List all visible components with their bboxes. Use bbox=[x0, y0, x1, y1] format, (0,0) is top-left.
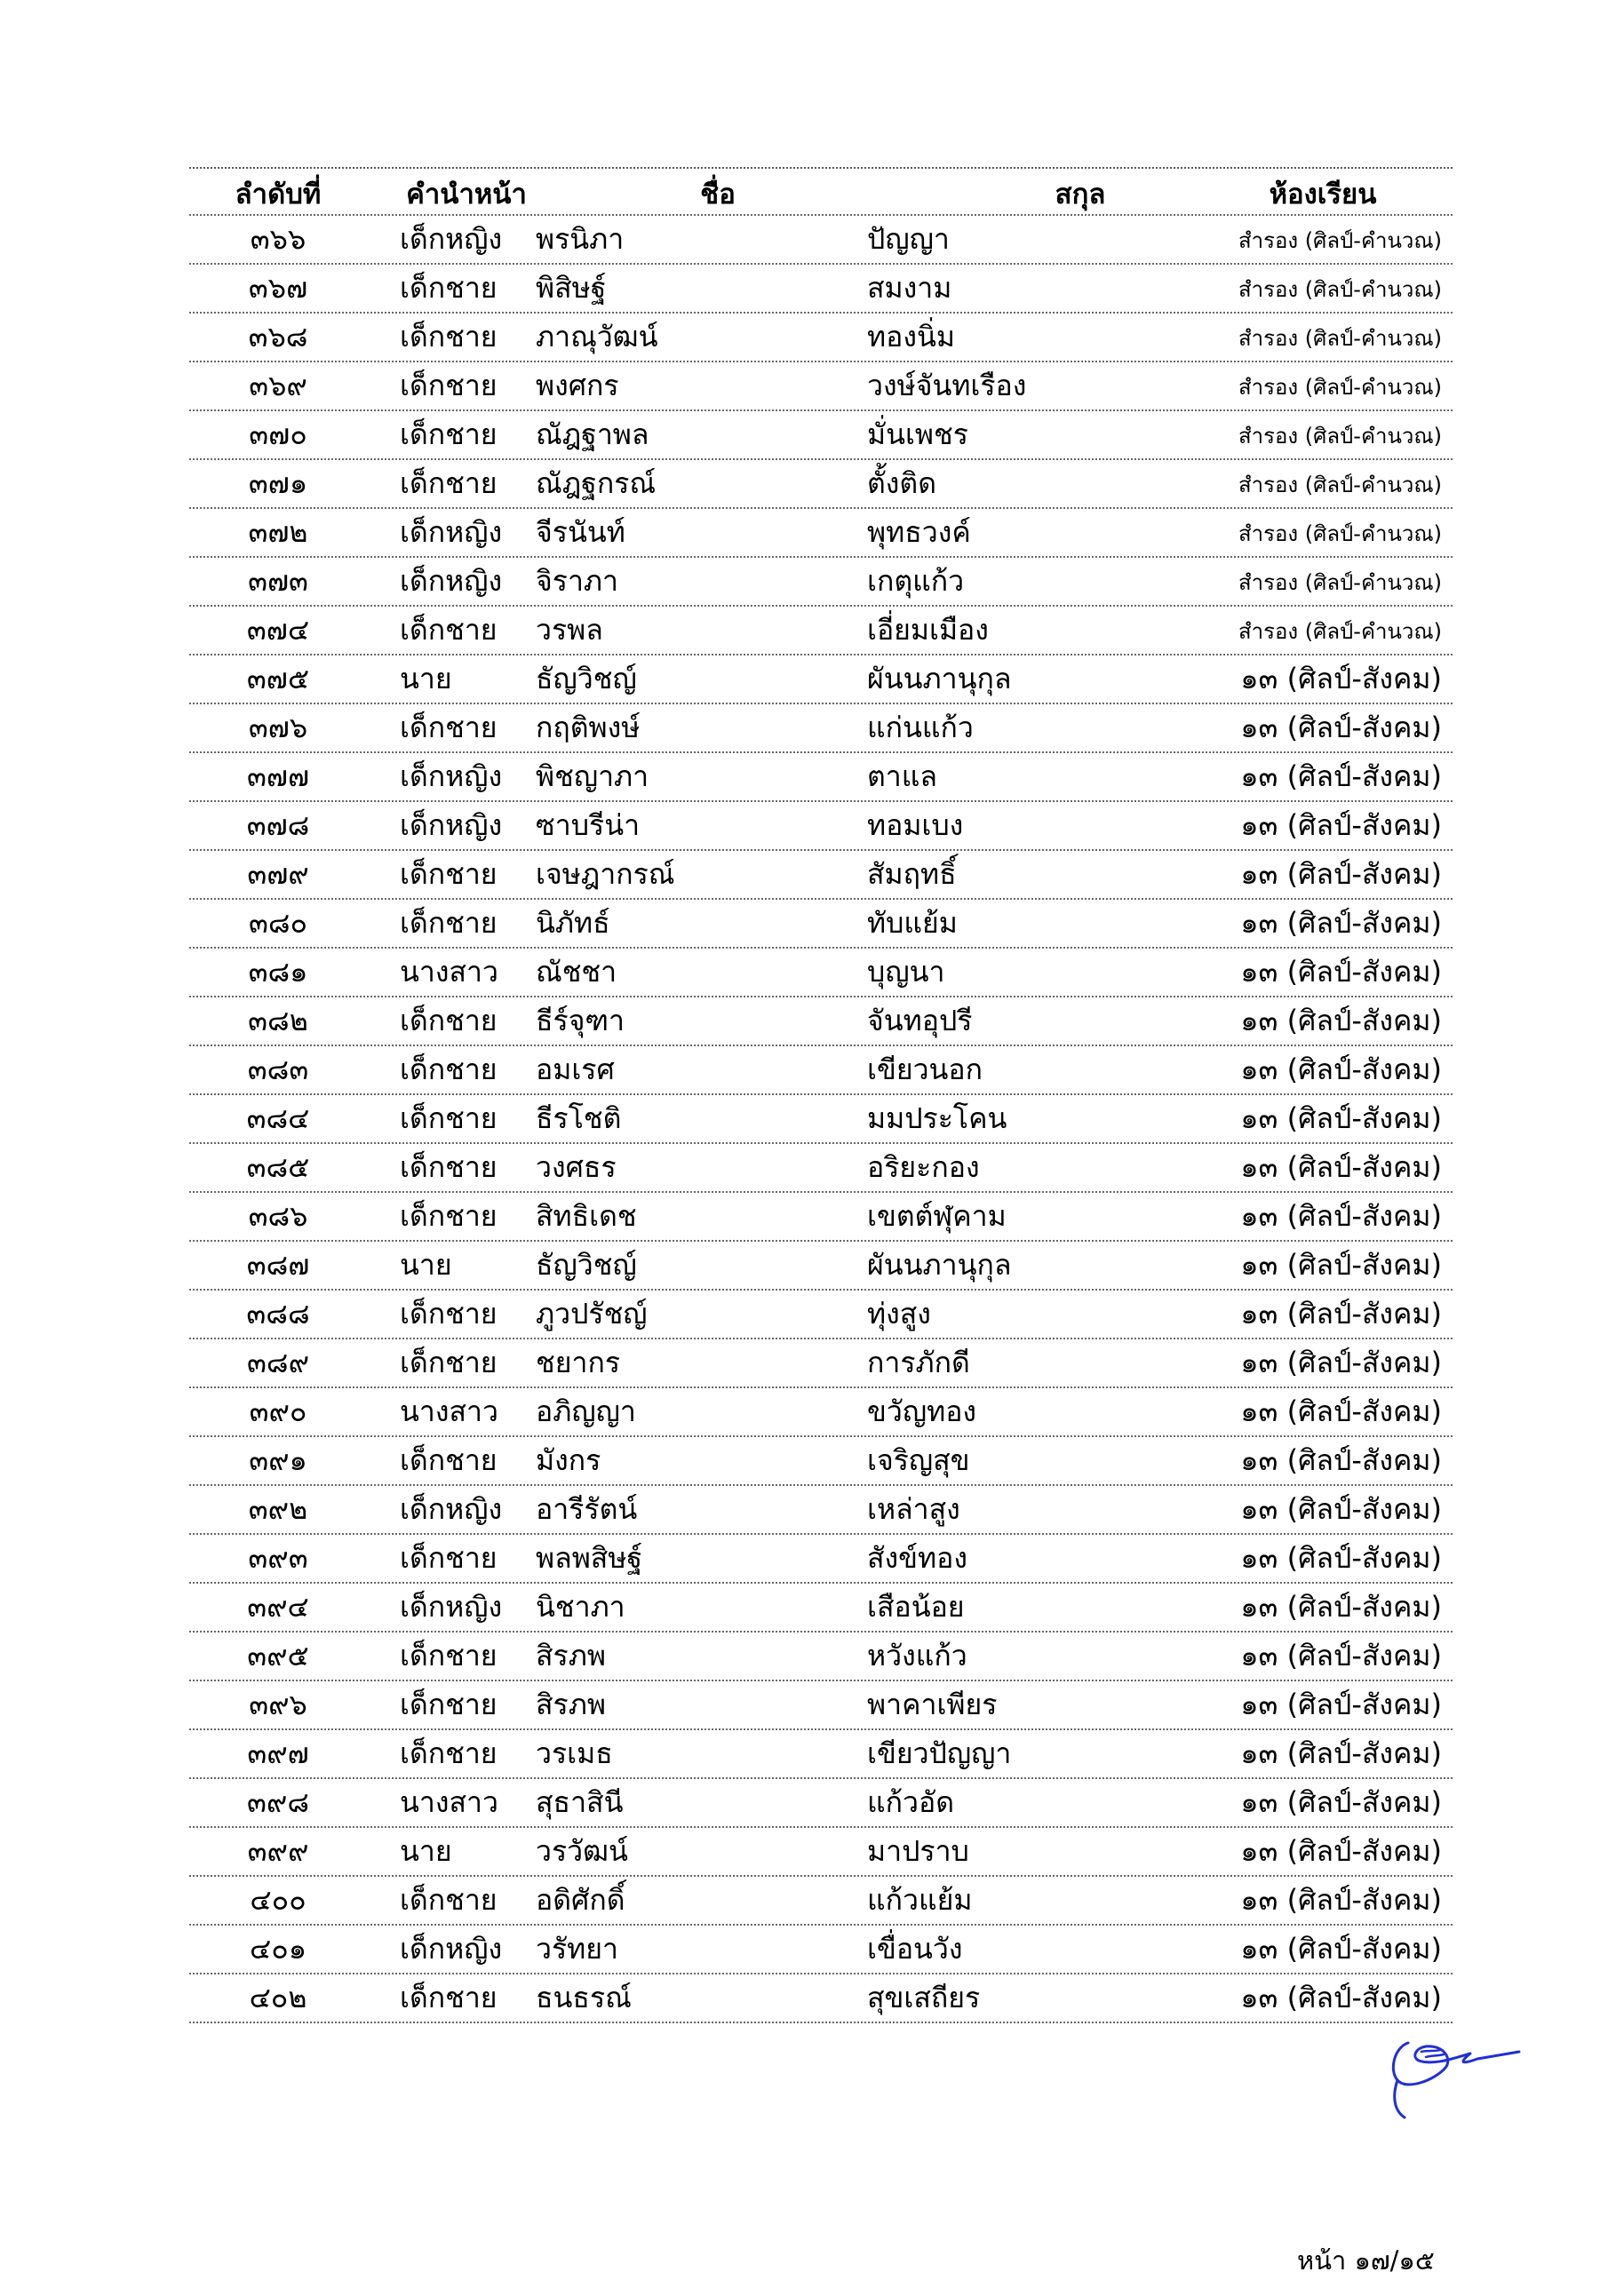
row-last-name: เอี่ยมเมือง bbox=[867, 613, 989, 647]
table-row bbox=[189, 362, 1453, 411]
row-prefix: เด็กชาย bbox=[400, 1981, 498, 2014]
row-classroom: ๑๓ (ศิลป์-สังคม) bbox=[1240, 955, 1442, 989]
row-number: ๓๙๗ bbox=[247, 1736, 309, 1770]
row-prefix: นางสาว bbox=[400, 1785, 498, 1819]
row-number: ๔๐๒ bbox=[249, 1981, 307, 2014]
row-first-name: ณัชชา bbox=[536, 955, 617, 989]
row-number: ๓๙๒ bbox=[248, 1492, 308, 1526]
row-last-name: ทอมเบง bbox=[867, 808, 964, 842]
table-row bbox=[189, 1584, 1453, 1633]
row-prefix: เด็กชาย bbox=[400, 369, 498, 402]
table-row bbox=[189, 1779, 1453, 1828]
row-last-name: เขตต์ฬุคาม bbox=[867, 1199, 1007, 1233]
row-first-name: นิชาภา bbox=[536, 1590, 625, 1624]
row-prefix: เด็กชาย bbox=[400, 1101, 498, 1135]
row-classroom: ๑๓ (ศิลป์-สังคม) bbox=[1240, 1981, 1442, 2014]
row-prefix: เด็กชาย bbox=[400, 1541, 498, 1575]
row-classroom: สำรอง (ศิลป์-คำนวณ) bbox=[1238, 228, 1442, 253]
table-row bbox=[189, 1339, 1453, 1388]
table-body bbox=[189, 216, 1453, 2023]
row-last-name: พุทธวงค์ bbox=[867, 515, 971, 549]
table-row bbox=[189, 1095, 1453, 1144]
row-first-name: วรเมธ bbox=[536, 1736, 613, 1770]
header-classroom: ห้องเรียน bbox=[1269, 178, 1377, 211]
row-number: ๓๘๒ bbox=[248, 1004, 308, 1037]
row-number: ๓๙๖ bbox=[249, 1688, 307, 1721]
row-first-name: ณัฎฐาพล bbox=[536, 417, 649, 451]
row-first-name: พิสิษฐ์ bbox=[536, 271, 607, 305]
row-classroom: ๑๓ (ศิลป์-สังคม) bbox=[1240, 1688, 1442, 1721]
row-last-name: แก่นแก้ว bbox=[867, 711, 974, 744]
row-last-name: ทับแย้ม bbox=[867, 906, 958, 940]
row-prefix: เด็กชาย bbox=[400, 417, 498, 451]
row-prefix: นางสาว bbox=[400, 1394, 498, 1428]
row-first-name: กฤติพงษ์ bbox=[536, 711, 641, 744]
row-prefix: เด็กชาย bbox=[400, 1883, 498, 1917]
row-number: ๓๙๘ bbox=[247, 1785, 309, 1819]
row-prefix: เด็กชาย bbox=[400, 1004, 498, 1037]
row-classroom: ๑๓ (ศิลป์-สังคม) bbox=[1240, 1004, 1442, 1037]
table-row bbox=[189, 1535, 1453, 1584]
row-last-name: ตั้งติด bbox=[867, 466, 936, 500]
row-last-name: บุญนา bbox=[867, 955, 945, 989]
row-classroom: ๑๓ (ศิลป์-สังคม) bbox=[1240, 1199, 1442, 1233]
row-first-name: พลพสิษฐ์ bbox=[536, 1541, 643, 1575]
table-row bbox=[189, 558, 1453, 607]
table-row bbox=[189, 1828, 1453, 1877]
table-row bbox=[189, 314, 1453, 362]
row-first-name: วรัทยา bbox=[536, 1932, 618, 1966]
row-classroom: ๑๓ (ศิลป์-สังคม) bbox=[1240, 1394, 1442, 1428]
row-last-name: เขียวนอก bbox=[867, 1053, 983, 1086]
row-first-name: สิทธิเดช bbox=[536, 1199, 637, 1233]
row-number: ๓๖๙ bbox=[249, 369, 307, 402]
table-row bbox=[189, 1242, 1453, 1291]
row-last-name: เขื่อนวัง bbox=[867, 1932, 963, 1966]
row-number: ๓๙๔ bbox=[247, 1590, 309, 1624]
row-number: ๔๐๑ bbox=[249, 1932, 307, 1966]
row-last-name: เสือน้อย bbox=[867, 1590, 965, 1624]
row-first-name: ธัญวิชญ์ bbox=[536, 1248, 637, 1282]
row-prefix: เด็กชาย bbox=[400, 1297, 498, 1331]
row-classroom: ๑๓ (ศิลป์-สังคม) bbox=[1240, 662, 1442, 695]
signature-mark bbox=[1373, 2025, 1532, 2123]
row-classroom: ๑๓ (ศิลป์-สังคม) bbox=[1240, 1150, 1442, 1184]
table-row bbox=[189, 900, 1453, 949]
row-first-name: ภาณุวัฒน์ bbox=[536, 320, 658, 354]
row-first-name: มังกร bbox=[536, 1443, 601, 1477]
table-row bbox=[189, 411, 1453, 460]
row-prefix: เด็กหญิง bbox=[400, 1590, 503, 1624]
table-row bbox=[189, 1486, 1453, 1535]
row-classroom: ๑๓ (ศิลป์-สังคม) bbox=[1240, 1785, 1442, 1819]
row-last-name: จันทอุปรี bbox=[867, 1004, 973, 1037]
table-header-row bbox=[189, 169, 1453, 216]
row-classroom: สำรอง (ศิลป์-คำนวณ) bbox=[1238, 277, 1442, 302]
table-row bbox=[189, 997, 1453, 1046]
row-prefix: เด็กชาย bbox=[400, 1199, 498, 1233]
row-first-name: ธัญวิชญ์ bbox=[536, 662, 637, 695]
row-classroom: ๑๓ (ศิลป์-สังคม) bbox=[1240, 1297, 1442, 1331]
row-first-name: ธนธรณ์ bbox=[536, 1981, 632, 2014]
table-row bbox=[189, 802, 1453, 851]
student-list-table bbox=[189, 167, 1453, 2023]
row-first-name: วรวัฒน์ bbox=[536, 1834, 628, 1868]
table-row bbox=[189, 1926, 1453, 1974]
row-classroom: ๑๓ (ศิลป์-สังคม) bbox=[1240, 1932, 1442, 1966]
row-classroom: ๑๓ (ศิลป์-สังคม) bbox=[1240, 759, 1442, 793]
row-last-name: ทุ่งสูง bbox=[867, 1297, 931, 1331]
row-last-name: ผันนภานุกุล bbox=[867, 662, 1012, 695]
table-row bbox=[189, 460, 1453, 509]
row-prefix: เด็กชาย bbox=[400, 1053, 498, 1086]
row-prefix: เด็กชาย bbox=[400, 1346, 498, 1379]
row-last-name: ทองนิ่ม bbox=[867, 320, 955, 354]
row-last-name: สังข์ทอง bbox=[867, 1541, 967, 1575]
row-last-name: พาคาเพียร bbox=[867, 1688, 998, 1721]
row-prefix: เด็กหญิง bbox=[400, 564, 503, 598]
row-last-name: อริยะกอง bbox=[867, 1150, 980, 1184]
row-number: ๓๙๕ bbox=[247, 1639, 309, 1672]
row-number: ๓๗๒ bbox=[248, 515, 308, 549]
row-last-name: หวังแก้ว bbox=[867, 1639, 967, 1672]
row-last-name: เหล่าสูง bbox=[867, 1492, 960, 1526]
row-first-name: วรพล bbox=[536, 613, 603, 647]
row-classroom: สำรอง (ศิลป์-คำนวณ) bbox=[1238, 375, 1442, 400]
row-classroom: ๑๓ (ศิลป์-สังคม) bbox=[1240, 1883, 1442, 1917]
row-first-name: อภิญญา bbox=[536, 1394, 636, 1428]
table-row bbox=[189, 1144, 1453, 1193]
row-number: ๓๖๘ bbox=[248, 320, 308, 354]
row-first-name: เจษฎากรณ์ bbox=[536, 857, 675, 891]
row-prefix: เด็กชาย bbox=[400, 320, 498, 354]
row-classroom: ๑๓ (ศิลป์-สังคม) bbox=[1240, 1492, 1442, 1526]
row-last-name: การภักดี bbox=[867, 1346, 970, 1379]
row-first-name: อมเรศ bbox=[536, 1053, 615, 1086]
row-first-name: จิราภา bbox=[536, 564, 618, 598]
row-classroom: สำรอง (ศิลป์-คำนวณ) bbox=[1238, 619, 1442, 644]
row-prefix: เด็กชาย bbox=[400, 466, 498, 500]
row-prefix: เด็กหญิง bbox=[400, 1932, 503, 1966]
row-prefix: เด็กชาย bbox=[400, 1150, 498, 1184]
table-row bbox=[189, 1633, 1453, 1681]
table-row bbox=[189, 1046, 1453, 1095]
row-first-name: ธีร์จุฑา bbox=[536, 1004, 625, 1037]
row-number: ๓๗๖ bbox=[248, 711, 308, 744]
row-first-name: สิรภพ bbox=[536, 1639, 606, 1672]
table-row bbox=[189, 1291, 1453, 1339]
row-classroom: ๑๓ (ศิลป์-สังคม) bbox=[1240, 1834, 1442, 1868]
row-prefix: นางสาว bbox=[400, 955, 498, 989]
row-first-name: สิรภพ bbox=[536, 1688, 606, 1721]
row-number: ๓๘๔ bbox=[246, 1101, 310, 1135]
row-first-name: อดิศักดิ์ bbox=[536, 1883, 625, 1917]
header-number: ลำดับที่ bbox=[235, 178, 322, 211]
table-row bbox=[189, 265, 1453, 314]
row-last-name: มาปราบ bbox=[867, 1834, 969, 1868]
row-last-name: ผันนภานุกุล bbox=[867, 1248, 1012, 1282]
table-row bbox=[189, 1974, 1453, 2023]
row-first-name: วงศธร bbox=[536, 1150, 617, 1184]
row-prefix: เด็กชาย bbox=[400, 1443, 498, 1477]
row-last-name: สัมฤทธิ์ bbox=[867, 857, 957, 891]
table-row bbox=[189, 949, 1453, 997]
row-first-name: พงศกร bbox=[536, 369, 619, 402]
table-row bbox=[189, 1681, 1453, 1730]
table-row bbox=[189, 1193, 1453, 1242]
table-row bbox=[189, 655, 1453, 704]
row-classroom: ๑๓ (ศิลป์-สังคม) bbox=[1240, 1541, 1442, 1575]
row-last-name: เขียวปัญญา bbox=[867, 1736, 1012, 1770]
row-first-name: ณัฎฐกรณ์ bbox=[536, 466, 657, 500]
row-prefix: เด็กหญิง bbox=[400, 759, 503, 793]
row-prefix: นาย bbox=[400, 1248, 452, 1282]
header-first-name: ชื่อ bbox=[700, 178, 736, 211]
row-first-name: จีรนันท์ bbox=[536, 515, 625, 549]
row-number: ๓๘๗ bbox=[246, 1248, 310, 1282]
row-last-name: ปัญญา bbox=[867, 222, 950, 256]
row-last-name: เกตุแก้ว bbox=[867, 564, 965, 598]
row-classroom: สำรอง (ศิลป์-คำนวณ) bbox=[1238, 521, 1442, 546]
row-prefix: เด็กหญิง bbox=[400, 808, 503, 842]
row-classroom: สำรอง (ศิลป์-คำนวณ) bbox=[1238, 473, 1442, 497]
row-number: ๓๘๓ bbox=[247, 1053, 309, 1086]
row-first-name: สุธาสินี bbox=[536, 1785, 624, 1819]
row-prefix: เด็กชาย bbox=[400, 711, 498, 744]
row-last-name: สมงาม bbox=[867, 271, 952, 305]
row-number: ๓๗๔ bbox=[246, 613, 310, 647]
row-prefix: นาย bbox=[400, 662, 452, 695]
table-row bbox=[189, 851, 1453, 900]
row-first-name: พิชญาภา bbox=[536, 759, 649, 793]
row-classroom: สำรอง (ศิลป์-คำนวณ) bbox=[1238, 424, 1442, 449]
row-prefix: เด็กชาย bbox=[400, 613, 498, 647]
row-classroom: ๑๓ (ศิลป์-สังคม) bbox=[1240, 1101, 1442, 1135]
row-first-name: ชยากร bbox=[536, 1346, 620, 1379]
row-prefix: เด็กชาย bbox=[400, 906, 498, 940]
row-last-name: วงษ์จันทเรือง bbox=[867, 369, 1027, 402]
row-classroom: สำรอง (ศิลป์-คำนวณ) bbox=[1238, 326, 1442, 351]
row-first-name: อารีรัตน์ bbox=[536, 1492, 638, 1526]
row-last-name: ขวัญทอง bbox=[867, 1394, 977, 1428]
row-number: ๓๗๘ bbox=[246, 808, 310, 842]
row-number: ๓๗๗ bbox=[247, 759, 309, 793]
row-classroom: ๑๓ (ศิลป์-สังคม) bbox=[1240, 1736, 1442, 1770]
row-first-name: นิภัทธ์ bbox=[536, 906, 610, 940]
row-first-name: ซาบรีน่า bbox=[536, 808, 641, 842]
row-number: ๓๘๖ bbox=[248, 1199, 308, 1233]
table-row bbox=[189, 216, 1453, 265]
row-last-name: มมประโคน bbox=[867, 1101, 1007, 1135]
row-number: ๓๙๓ bbox=[248, 1541, 308, 1575]
row-last-name: แก้วแย้ม bbox=[867, 1883, 973, 1917]
row-number: ๓๘๘ bbox=[246, 1297, 310, 1331]
row-number: ๓๙๑ bbox=[249, 1443, 307, 1477]
row-number: ๓๘๐ bbox=[248, 906, 308, 940]
header-last-name: สกุล bbox=[1055, 178, 1106, 211]
row-prefix: นาย bbox=[400, 1834, 452, 1868]
table-row bbox=[189, 753, 1453, 802]
row-last-name: เจริญสุข bbox=[867, 1443, 970, 1477]
row-classroom: สำรอง (ศิลป์-คำนวณ) bbox=[1238, 570, 1442, 595]
row-last-name: ตาแล bbox=[867, 759, 937, 793]
row-classroom: ๑๓ (ศิลป์-สังคม) bbox=[1240, 1346, 1442, 1379]
row-prefix: เด็กชาย bbox=[400, 1639, 498, 1672]
row-last-name: สุขเสถียร bbox=[867, 1981, 981, 2014]
row-number: ๓๗๐ bbox=[249, 417, 307, 451]
row-prefix: เด็กชาย bbox=[400, 1688, 498, 1721]
row-classroom: ๑๓ (ศิลป์-สังคม) bbox=[1240, 1639, 1442, 1672]
row-classroom: ๑๓ (ศิลป์-สังคม) bbox=[1240, 1053, 1442, 1086]
row-number: ๓๖๖ bbox=[250, 222, 306, 256]
row-prefix: เด็กชาย bbox=[400, 857, 498, 891]
row-classroom: ๑๓ (ศิลป์-สังคม) bbox=[1240, 711, 1442, 744]
row-first-name: พรนิภา bbox=[536, 222, 625, 256]
table-row bbox=[189, 704, 1453, 753]
row-prefix: เด็กชาย bbox=[400, 271, 498, 305]
row-classroom: ๑๓ (ศิลป์-สังคม) bbox=[1240, 1248, 1442, 1282]
page-number: หน้า ๑๗/๑๕ bbox=[1297, 2245, 1435, 2276]
row-number: ๓๘๙ bbox=[247, 1346, 309, 1379]
row-prefix: เด็กชาย bbox=[400, 1736, 498, 1770]
table-row bbox=[189, 509, 1453, 558]
table-row bbox=[189, 1388, 1453, 1437]
row-number: ๓๖๗ bbox=[248, 271, 308, 305]
table-row bbox=[189, 1877, 1453, 1926]
row-prefix: เด็กหญิง bbox=[400, 1492, 503, 1526]
row-number: ๓๘๕ bbox=[246, 1150, 310, 1184]
table-row bbox=[189, 607, 1453, 655]
row-number: ๓๗๑ bbox=[248, 466, 308, 500]
row-number: ๓๙๙ bbox=[247, 1834, 309, 1868]
row-classroom: ๑๓ (ศิลป์-สังคม) bbox=[1240, 906, 1442, 940]
row-classroom: ๑๓ (ศิลป์-สังคม) bbox=[1240, 1590, 1442, 1624]
row-classroom: ๑๓ (ศิลป์-สังคม) bbox=[1240, 1443, 1442, 1477]
table-row bbox=[189, 1730, 1453, 1779]
row-first-name: ธีรโชติ bbox=[536, 1101, 622, 1135]
header-prefix: คำนำหน้า bbox=[406, 178, 527, 211]
row-number: ๓๙๐ bbox=[249, 1394, 307, 1428]
row-number: ๓๗๙ bbox=[247, 857, 309, 891]
row-classroom: ๑๓ (ศิลป์-สังคม) bbox=[1240, 808, 1442, 842]
row-number: ๓๗๕ bbox=[246, 662, 310, 695]
row-last-name: แก้วอัด bbox=[867, 1785, 954, 1819]
row-classroom: ๑๓ (ศิลป์-สังคม) bbox=[1240, 857, 1442, 891]
table-row bbox=[189, 1437, 1453, 1486]
row-last-name: มั่นเพชร bbox=[867, 417, 968, 451]
row-first-name: ภูวปรัชญ์ bbox=[536, 1297, 648, 1331]
row-number: ๓๘๑ bbox=[248, 955, 308, 989]
row-prefix: เด็กหญิง bbox=[400, 222, 503, 256]
row-number: ๔๐๐ bbox=[250, 1883, 306, 1917]
row-number: ๓๗๓ bbox=[248, 564, 308, 598]
row-prefix: เด็กหญิง bbox=[400, 515, 503, 549]
